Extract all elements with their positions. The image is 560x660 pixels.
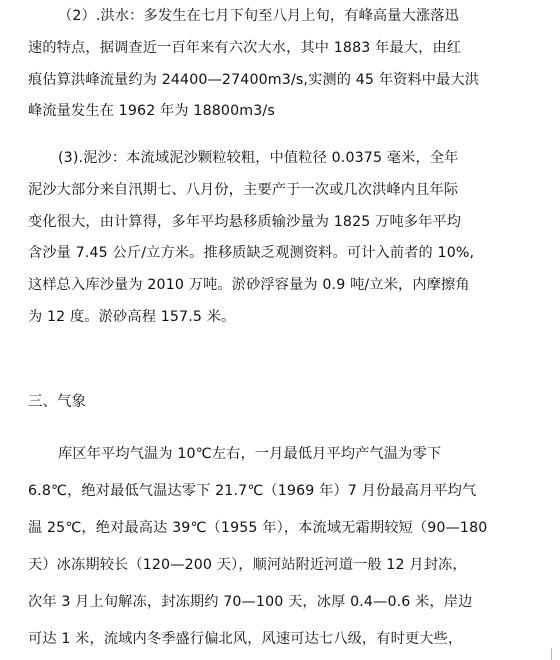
text-line: 含沙量 7.45 公斤/立方米。推移质缺乏观测资料。可计入前者的 10%, [28, 245, 475, 261]
text-line: 峰流量发生在 1962 年为 18800m3/s [28, 103, 275, 119]
page-edge-divider [551, 648, 560, 660]
text-line: 6.8℃，绝对最低气温达零下 21.7℃（1969 年）7 月份最高月平均气 [28, 483, 477, 499]
text-line: 次年 3 月上旬解冻，封冻期约 70—100 天，冰厚 0.4—0.6 米，岸边 [28, 594, 473, 610]
text-line: 泥沙大部分来自汛期七、八月份，主要产于一次或几次洪峰内且年际 [28, 182, 459, 198]
text-line: 这样总入库沙量为 2010 万吨。淤砂浮容量为 0.9 吨/立米，内摩擦角 [28, 277, 470, 293]
text-line: 库区年平均气温为 10℃左右，一月最低月平均产气温为零下 [58, 446, 442, 462]
text-line: 为 12 度。淤砂高程 157.5 米。 [28, 309, 236, 325]
text-line: 速的特点，据调查近一百年来有六次大水，其中 1883 年最大，由红 [28, 40, 462, 56]
text-line: 变化很大，由计算得，多年平均悬移质输沙量为 1825 万吨多年平均 [28, 214, 462, 230]
text-line: (3).泥沙：本流域泥沙颗粒较粗，中值粒径 0.0375 毫米，全年 [58, 150, 459, 166]
text-line: 天）冰冻期较长（120—200 天），顺河站附近河道一般 12 月封冻， [28, 557, 467, 573]
section-heading-meteorology: 三、气象 [28, 394, 86, 410]
text-line: 温 25℃，绝对最高达 39℃（1955 年），本流域无霜期较短（90—180 [28, 520, 488, 536]
text-line: 可达 1 米，流域内冬季盛行偏北风，风速可达七八级，有时更大些， [28, 631, 463, 647]
text-line: （2）.洪水：多发生在七月下旬至八月上旬，有峰高量大涨落迅 [58, 8, 459, 24]
text-line: 痕估算洪峰流量约为 24400—27400m3/s,实测的 45 年资料中最大洪 [28, 72, 480, 88]
